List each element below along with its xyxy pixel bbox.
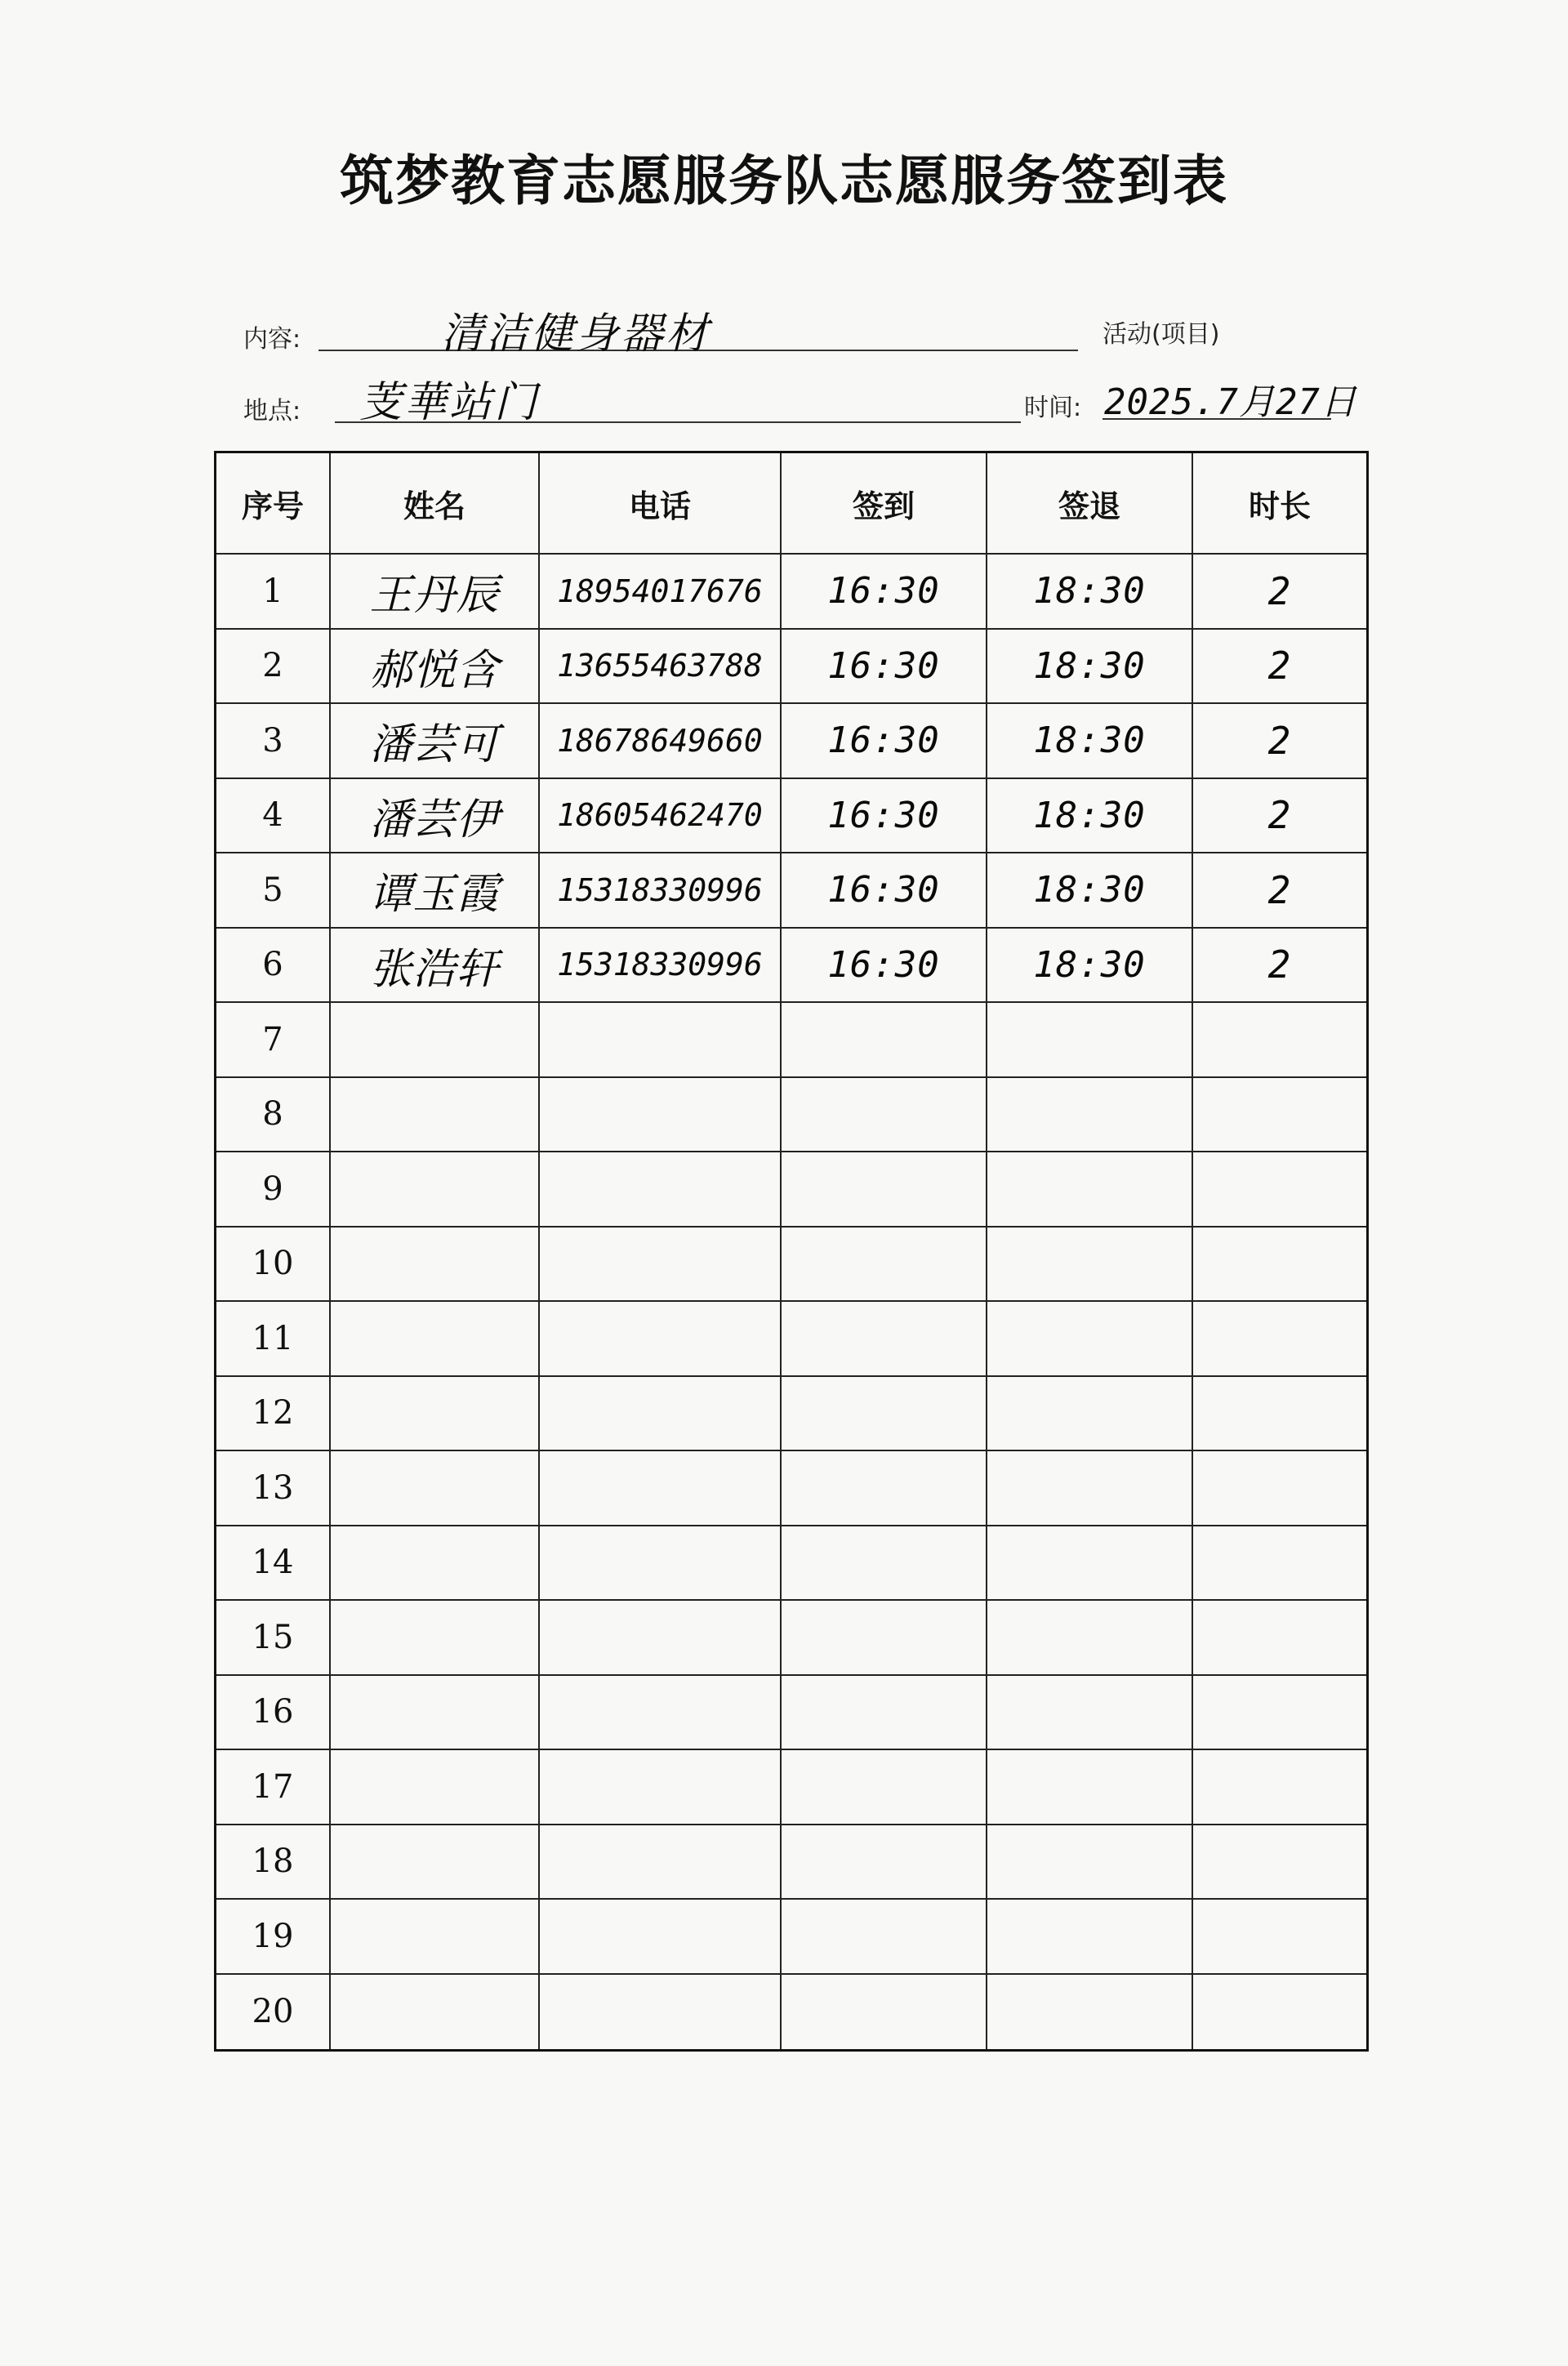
sign-out-cell[interactable] bbox=[987, 1152, 1193, 1228]
header-hours: 时长 bbox=[1193, 453, 1366, 555]
hours-cell[interactable]: 2 bbox=[1193, 704, 1366, 779]
location-value[interactable]: 芰華站门 bbox=[359, 378, 540, 427]
phone-cell[interactable]: 15318330996 bbox=[540, 929, 782, 1004]
location-label: 地点: bbox=[243, 397, 301, 426]
sign-in-cell[interactable] bbox=[782, 1451, 987, 1526]
phone-cell[interactable]: 18605462470 bbox=[540, 779, 782, 854]
hours-cell[interactable] bbox=[1193, 1302, 1366, 1377]
hours-cell[interactable]: 2 bbox=[1193, 779, 1366, 854]
phone-cell[interactable] bbox=[540, 1750, 782, 1825]
sign-in-cell[interactable] bbox=[782, 1152, 987, 1228]
sign-in-cell[interactable] bbox=[782, 1601, 987, 1676]
row-number: 5 bbox=[216, 853, 331, 929]
phone-cell[interactable]: 13655463788 bbox=[540, 630, 782, 705]
phone-cell[interactable]: 15318330996 bbox=[540, 853, 782, 929]
sign-in-cell[interactable] bbox=[782, 1078, 987, 1153]
sign-out-cell[interactable]: 18:30 bbox=[987, 853, 1193, 929]
sign-out-cell[interactable] bbox=[987, 1676, 1193, 1751]
header-sign-out: 签退 bbox=[987, 453, 1193, 555]
hours-cell[interactable] bbox=[1193, 1228, 1366, 1303]
row-number: 14 bbox=[216, 1526, 331, 1602]
hours-cell[interactable] bbox=[1193, 1377, 1366, 1452]
sign-in-cell[interactable] bbox=[782, 1526, 987, 1602]
row-number: 2 bbox=[216, 630, 331, 705]
sign-out-cell[interactable] bbox=[987, 1451, 1193, 1526]
row-number: 16 bbox=[216, 1676, 331, 1751]
row-number: 15 bbox=[216, 1601, 331, 1676]
sign-out-cell[interactable]: 18:30 bbox=[987, 555, 1193, 630]
sign-out-cell[interactable] bbox=[987, 1900, 1193, 1975]
sign-in-cell[interactable] bbox=[782, 1750, 987, 1825]
name-cell[interactable]: 谭玉霞 bbox=[331, 853, 540, 929]
name-cell[interactable] bbox=[331, 1228, 540, 1303]
hours-cell[interactable] bbox=[1193, 1601, 1366, 1676]
row-number: 19 bbox=[216, 1900, 331, 1975]
hours-cell[interactable]: 2 bbox=[1193, 555, 1366, 630]
activity-label: 活动(项目) bbox=[1102, 320, 1220, 349]
phone-cell[interactable] bbox=[540, 1302, 782, 1377]
name-cell[interactable] bbox=[331, 1078, 540, 1153]
header-name: 姓名 bbox=[331, 453, 540, 555]
time-label: 时间: bbox=[1024, 394, 1082, 422]
time-value[interactable]: 2025.7月27日 bbox=[1104, 381, 1357, 423]
phone-cell[interactable] bbox=[540, 1975, 782, 2050]
sign-out-cell[interactable] bbox=[987, 1750, 1193, 1825]
phone-cell[interactable] bbox=[540, 1601, 782, 1676]
row-number: 9 bbox=[216, 1152, 331, 1228]
header-no: 序号 bbox=[216, 453, 331, 555]
phone-cell[interactable] bbox=[540, 1152, 782, 1228]
sign-out-cell[interactable] bbox=[987, 1228, 1193, 1303]
row-number: 4 bbox=[216, 779, 331, 854]
row-number: 8 bbox=[216, 1078, 331, 1153]
hours-cell[interactable]: 2 bbox=[1193, 630, 1366, 705]
name-cell[interactable] bbox=[331, 1676, 540, 1751]
sign-in-cell[interactable] bbox=[782, 1228, 987, 1303]
content-value[interactable]: 清洁健身器材 bbox=[441, 310, 711, 359]
sign-out-cell[interactable] bbox=[987, 1003, 1193, 1078]
name-cell[interactable] bbox=[331, 1377, 540, 1452]
sign-out-cell[interactable]: 18:30 bbox=[987, 929, 1193, 1004]
form-title: 筑梦教育志愿服务队志愿服务签到表 bbox=[340, 149, 1228, 212]
sign-in-cell[interactable] bbox=[782, 1825, 987, 1900]
row-number: 12 bbox=[216, 1377, 331, 1452]
name-cell[interactable] bbox=[331, 1601, 540, 1676]
sign-in-cell[interactable] bbox=[782, 1003, 987, 1078]
hours-cell[interactable] bbox=[1193, 1750, 1366, 1825]
sign-in-cell[interactable] bbox=[782, 1377, 987, 1452]
name-cell[interactable] bbox=[331, 1900, 540, 1975]
sign-out-cell[interactable] bbox=[987, 1526, 1193, 1602]
sign-in-cell[interactable]: 16:30 bbox=[782, 853, 987, 929]
sign-out-cell[interactable] bbox=[987, 1601, 1193, 1676]
phone-cell[interactable] bbox=[540, 1228, 782, 1303]
name-cell[interactable]: 王丹辰 bbox=[331, 555, 540, 630]
phone-cell[interactable] bbox=[540, 1825, 782, 1900]
sign-in-cell[interactable]: 16:30 bbox=[782, 779, 987, 854]
hours-cell[interactable] bbox=[1193, 1152, 1366, 1228]
sign-out-cell[interactable]: 18:30 bbox=[987, 779, 1193, 854]
row-number: 1 bbox=[216, 555, 331, 630]
row-number: 6 bbox=[216, 929, 331, 1004]
sign-in-table bbox=[214, 451, 1369, 2052]
sign-out-cell[interactable] bbox=[987, 1078, 1193, 1153]
sign-out-cell[interactable] bbox=[987, 1377, 1193, 1452]
sign-out-cell[interactable] bbox=[987, 1302, 1193, 1377]
name-cell[interactable] bbox=[331, 1750, 540, 1825]
sign-in-cell[interactable] bbox=[782, 1900, 987, 1975]
hours-cell[interactable]: 2 bbox=[1193, 853, 1366, 929]
phone-cell[interactable] bbox=[540, 1377, 782, 1452]
row-number: 10 bbox=[216, 1228, 331, 1303]
name-cell[interactable] bbox=[331, 1825, 540, 1900]
header-phone: 电话 bbox=[540, 453, 782, 555]
phone-cell[interactable]: 18954017676 bbox=[540, 555, 782, 630]
row-number: 17 bbox=[216, 1750, 331, 1825]
sign-out-cell[interactable] bbox=[987, 1975, 1193, 2050]
name-cell[interactable] bbox=[331, 1526, 540, 1602]
hours-cell[interactable] bbox=[1193, 1526, 1366, 1602]
phone-cell[interactable] bbox=[540, 1526, 782, 1602]
phone-cell[interactable] bbox=[540, 1900, 782, 1975]
row-number: 20 bbox=[216, 1975, 331, 2050]
row-number: 3 bbox=[216, 704, 331, 779]
name-cell[interactable]: 郝悦含 bbox=[331, 630, 540, 705]
hours-cell[interactable] bbox=[1193, 1676, 1366, 1751]
sign-out-cell[interactable] bbox=[987, 1825, 1193, 1900]
sign-in-cell[interactable]: 16:30 bbox=[782, 704, 987, 779]
sign-in-cell[interactable] bbox=[782, 1302, 987, 1377]
sign-in-cell[interactable]: 16:30 bbox=[782, 630, 987, 705]
hours-cell[interactable] bbox=[1193, 1451, 1366, 1526]
name-cell[interactable] bbox=[331, 1302, 540, 1377]
phone-cell[interactable]: 18678649660 bbox=[540, 704, 782, 779]
row-number: 11 bbox=[216, 1302, 331, 1377]
sign-in-cell[interactable] bbox=[782, 1975, 987, 2050]
name-cell[interactable]: 潘芸伊 bbox=[331, 779, 540, 854]
hours-cell[interactable] bbox=[1193, 1078, 1366, 1153]
sign-in-cell[interactable]: 16:30 bbox=[782, 929, 987, 1004]
sign-out-cell[interactable]: 18:30 bbox=[987, 704, 1193, 779]
hours-cell[interactable] bbox=[1193, 1825, 1366, 1900]
name-cell[interactable]: 张浩轩 bbox=[331, 929, 540, 1004]
hours-cell[interactable]: 2 bbox=[1193, 929, 1366, 1004]
phone-cell[interactable] bbox=[540, 1078, 782, 1153]
sign-out-cell[interactable]: 18:30 bbox=[987, 630, 1193, 705]
content-label: 内容: bbox=[243, 325, 301, 354]
phone-cell[interactable] bbox=[540, 1003, 782, 1078]
sign-in-cell[interactable]: 16:30 bbox=[782, 555, 987, 630]
hours-cell[interactable] bbox=[1193, 1975, 1366, 2050]
name-cell[interactable] bbox=[331, 1003, 540, 1078]
row-number: 13 bbox=[216, 1451, 331, 1526]
name-cell[interactable] bbox=[331, 1975, 540, 2050]
phone-cell[interactable] bbox=[540, 1451, 782, 1526]
sign-in-cell[interactable] bbox=[782, 1676, 987, 1751]
name-cell[interactable]: 潘芸可 bbox=[331, 704, 540, 779]
header-sign-in: 签到 bbox=[782, 453, 987, 555]
row-number: 7 bbox=[216, 1003, 331, 1078]
phone-cell[interactable] bbox=[540, 1676, 782, 1751]
row-number: 18 bbox=[216, 1825, 331, 1900]
name-cell[interactable] bbox=[331, 1152, 540, 1228]
hours-cell[interactable] bbox=[1193, 1900, 1366, 1975]
name-cell[interactable] bbox=[331, 1451, 540, 1526]
hours-cell[interactable] bbox=[1193, 1003, 1366, 1078]
